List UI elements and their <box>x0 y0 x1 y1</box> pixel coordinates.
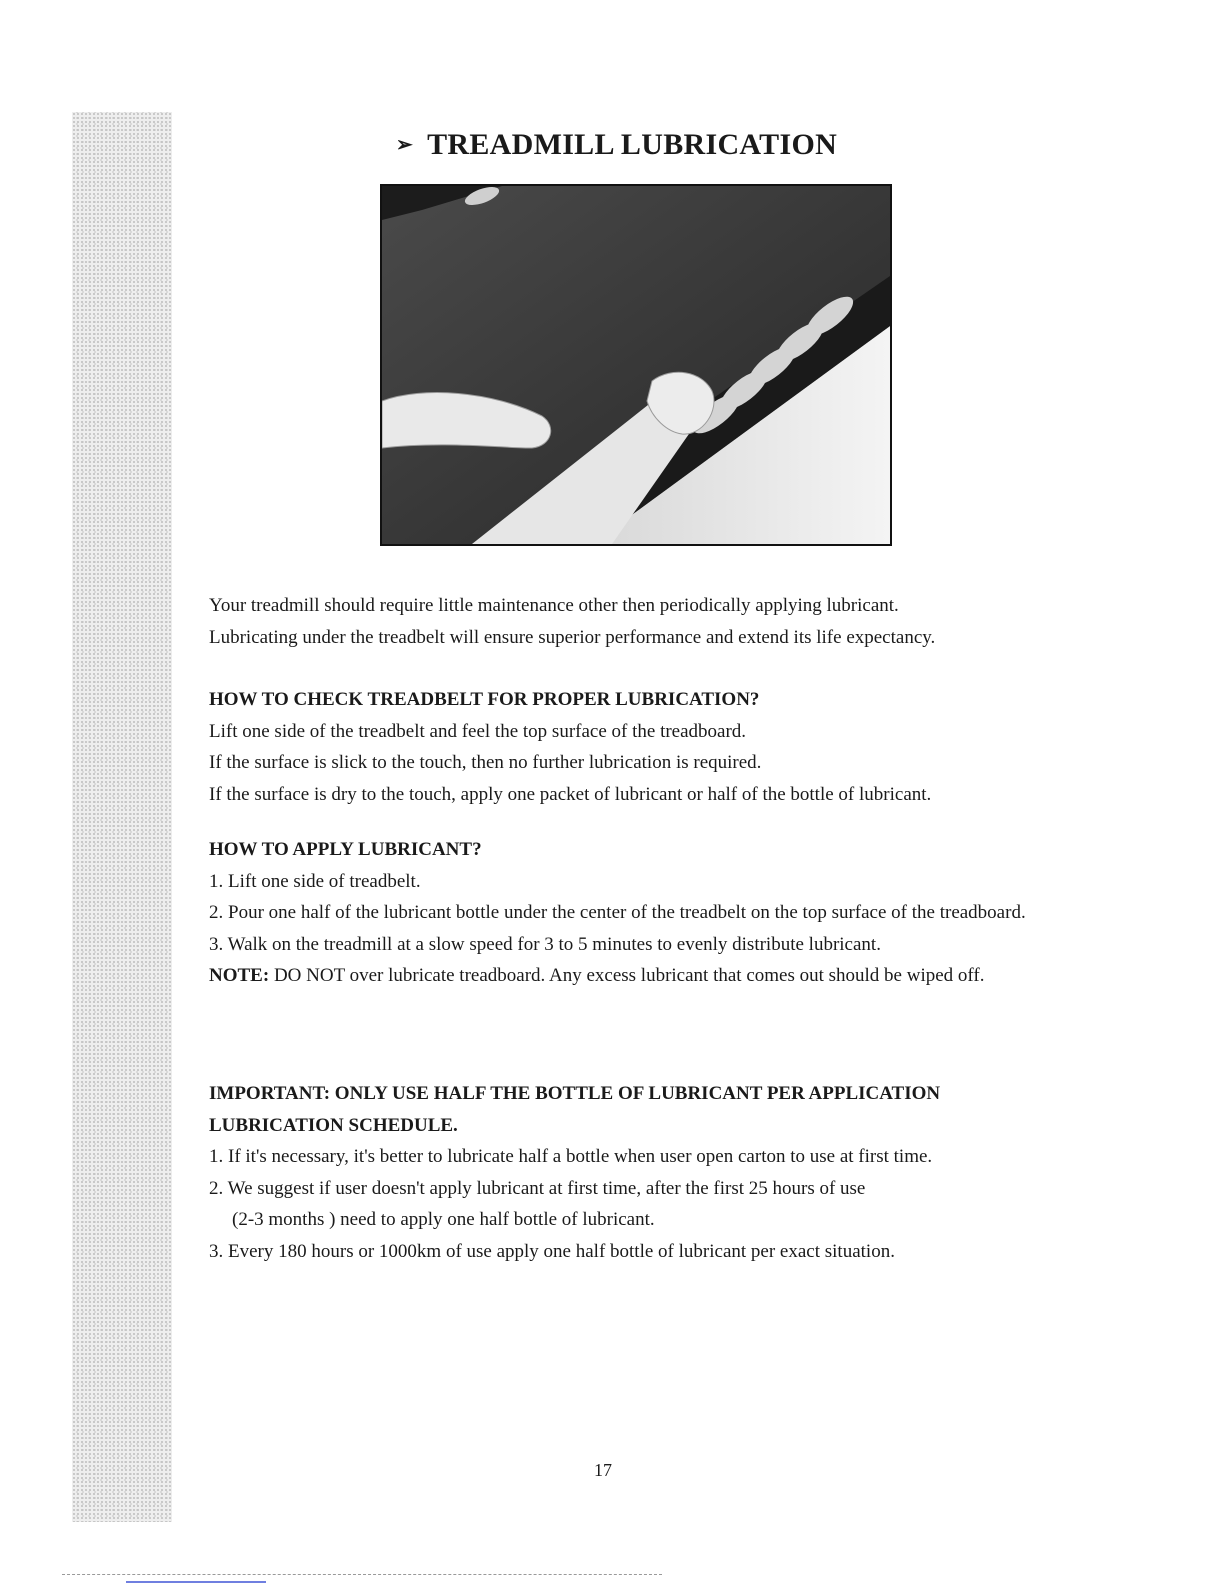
apply-step: 1. Lift one side of treadbelt. <box>209 870 421 892</box>
page-title <box>396 128 837 162</box>
page-title-text: TREADMILL LUBRICATION <box>427 128 838 161</box>
lubrication-photo <box>380 184 892 546</box>
apply-heading: HOW TO APPLY LUBRICANT? <box>209 839 482 860</box>
important-heading: IMPORTANT: ONLY USE HALF THE BOTTLE OF LUBRICANT PER APPLICATION <box>209 1083 941 1104</box>
check-heading: HOW TO CHECK TREADBELT FOR PROPER LUBRICATION? <box>209 689 760 710</box>
schedule-item: 3. Every 180 hours or 1000km of use apply one half bottle of lubricant per exact situation. <box>209 1240 895 1262</box>
check-section <box>209 684 1109 810</box>
note-label: NOTE: <box>209 965 270 986</box>
check-line: If the surface is dry to the touch, apply one packet of lubricant or half of the bottle of lubricant. <box>209 783 932 805</box>
check-line: If the surface is slick to the touch, then no further lubrication is required. <box>209 752 762 773</box>
important-section <box>209 1078 1109 1267</box>
page-number: 17 <box>594 1460 612 1480</box>
lubrication-photo-illustration <box>382 186 890 544</box>
apply-step: 3. Walk on the treadmill at a slow speed for 3 to 5 minutes to evenly distribute lubricant. <box>209 933 881 955</box>
intro-line: Lubricating under the treadbelt will ensure superior performance and extend its life expectancy. <box>209 626 936 648</box>
schedule-item-continuation: (2-3 months ) need to apply one half bottle of lubricant. <box>232 1209 655 1230</box>
apply-section <box>209 834 1109 992</box>
page-edge-scan-texture <box>72 112 172 1522</box>
arrow-bullet-icon: ➢ <box>396 134 414 156</box>
schedule-item: 1. If it's necessary, it's better to lubricate half a bottle when user open carton to use at first time. <box>209 1146 933 1167</box>
check-line: Lift one side of the treadbelt and feel the top surface of the treadboard. <box>209 720 747 742</box>
note-text: DO NOT over lubricate treadboard. Any excess lubricant that comes out should be wiped off. <box>269 965 985 986</box>
scan-bottom-rule <box>62 1574 662 1575</box>
intro-paragraph <box>209 590 1109 653</box>
apply-step: 2. Pour one half of the lubricant bottle under the center of the treadbelt on the top surface of the treadboard. <box>209 902 1026 923</box>
apply-note <box>209 960 1089 992</box>
scan-bottom-mark <box>126 1581 266 1583</box>
intro-line: Your treadmill should require little maintenance other then periodically applying lubricant. <box>209 595 899 616</box>
schedule-heading: LUBRICATION SCHEDULE. <box>209 1114 458 1136</box>
schedule-item: 2. We suggest if user doesn't apply lubricant at first time, after the first 25 hours of use <box>209 1177 866 1199</box>
